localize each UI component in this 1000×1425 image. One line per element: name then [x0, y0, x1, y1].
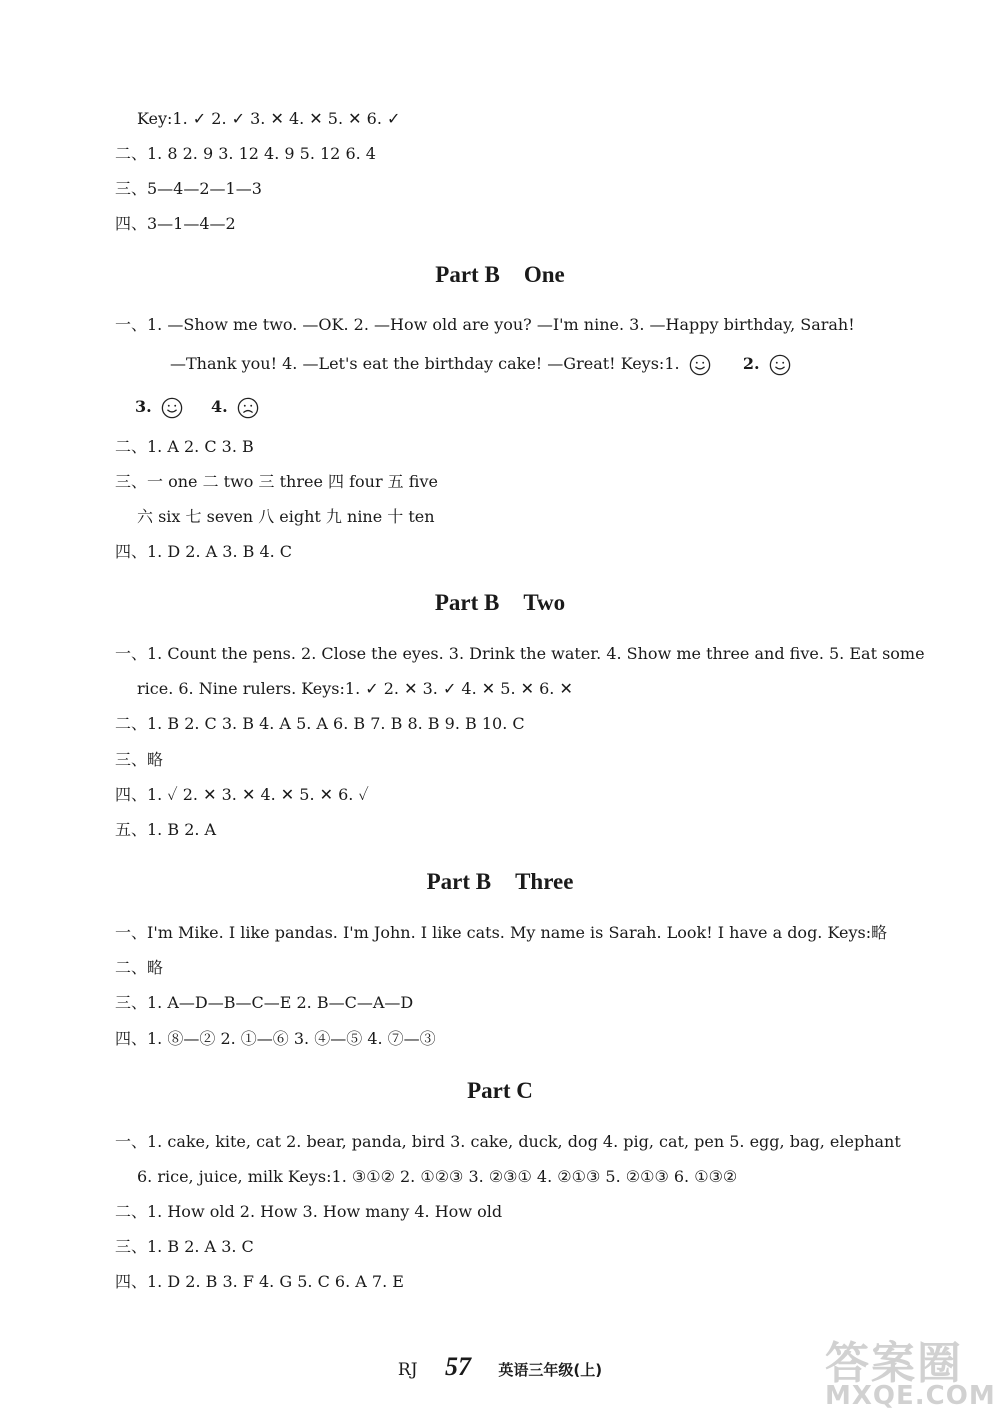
answer-text: —Thank you! 4. —Let's eat the birthday cake! —Great! Keys:1.: [170, 354, 680, 373]
answer-line: 一、1. cake, kite, cat 2. bear, panda, bird 3. cake, duck, dog 4. pig, cat, pen 5. egg, bag, elephant: [115, 1132, 901, 1151]
answer-line: 二、1. How old 2. How 3. How many 4. How old: [115, 1202, 503, 1221]
answer-line: 二、略: [115, 958, 164, 977]
heading-part: Part B: [426, 869, 492, 894]
answer-line: 二、1. B 2. C 3. B 4. A 5. A 6. B 7. B 8. B 9. B 10. C: [115, 714, 525, 733]
answer-line: 四、1. ✓ 2. ✕ 3. ✕ 4. ✕ 5. ✕ 6. ✓: [115, 785, 369, 804]
page-number: 57: [444, 1352, 471, 1381]
answer-text: 2.: [742, 354, 760, 373]
heading-name: Two: [523, 590, 566, 615]
answer-line: 三、略: [115, 750, 164, 769]
answer-line: 三、一 one 二 two 三 three 四 four 五 five: [115, 472, 438, 491]
answer-line: 一、1. —Show me two. —OK. 2. —How old are you? —I'm nine. 3. —Happy birthday, Sarah!: [115, 315, 855, 334]
answer-line: 二、1. A 2. C 3. B: [115, 437, 254, 456]
watermark-text: 答案圈: [825, 1338, 963, 1389]
answer-text: 4.: [210, 397, 228, 416]
answer-line: 六 six 七 seven 八 eight 九 nine 十 ten: [137, 507, 435, 526]
answer-line: 三、5—4—2—1—3: [115, 179, 262, 198]
answer-line: 三、1. B 2. A 3. C: [115, 1237, 254, 1256]
answer-line: 一、1. Count the pens. 2. Close the eyes. 3. Drink the water. 4. Show me three and five. 5. Eat some: [115, 644, 925, 663]
heading-part: Part B: [434, 590, 500, 615]
answer-text: 3.: [135, 397, 152, 416]
answer-line: [135, 396, 263, 419]
watermark-logo: [819, 1327, 994, 1419]
heading-name: One: [523, 262, 565, 287]
smile-icon: [769, 354, 791, 376]
section-heading-part-b-one: [0, 260, 1000, 290]
answer-line: 三、1. A—D—B—C—E 2. B—C—A—D: [115, 993, 414, 1012]
smile-icon: [689, 354, 711, 376]
subject-grade: 英语三年级(上): [498, 1361, 603, 1379]
answer-line: 四、1. D 2. A 3. B 4. C: [115, 542, 293, 561]
heading-part: Part B: [435, 262, 500, 287]
section-heading-part-b-three: [0, 867, 1000, 897]
answer-line: 6. rice, juice, milk Keys:1. ③①② 2. ①②③ 3. ②③① 4. ②①③ 5. ②①③ 6. ①③②: [137, 1167, 738, 1186]
watermark-url: MXQE.COM: [825, 1381, 996, 1411]
section-heading-part-c: [0, 1076, 1000, 1106]
series-code: RJ: [397, 1360, 418, 1380]
answer-line: Key:1. ✓ 2. ✓ 3. ✕ 4. ✕ 5. ✕ 6. ✓: [137, 109, 401, 128]
answer-line: [170, 353, 795, 376]
section-heading-part-b-two: [0, 588, 1000, 618]
answer-line: 四、3—1—4—2: [115, 214, 236, 233]
smile-icon: [161, 397, 183, 419]
answer-line: 二、1. 8 2. 9 3. 12 4. 9 5. 12 6. 4: [115, 144, 376, 163]
answer-line: 五、1. B 2. A: [115, 820, 217, 839]
heading-name: Three: [515, 869, 574, 894]
heading-part: Part C: [467, 1078, 533, 1103]
frown-icon: [237, 397, 259, 419]
answer-line: rice. 6. Nine rulers. Keys:1. ✓ 2. ✕ 3. ✓ 4. ✕ 5. ✕ 6. ✕: [137, 679, 573, 698]
answer-line: 四、1. ⑧—② 2. ①—⑥ 3. ④—⑤ 4. ⑦—③: [115, 1029, 436, 1048]
answer-line: 一、I'm Mike. I like pandas. I'm John. I like cats. My name is Sarah. Look! I have a dog. Keys:略: [115, 923, 888, 942]
answer-line: 四、1. D 2. B 3. F 4. G 5. C 6. A 7. E: [115, 1272, 404, 1291]
